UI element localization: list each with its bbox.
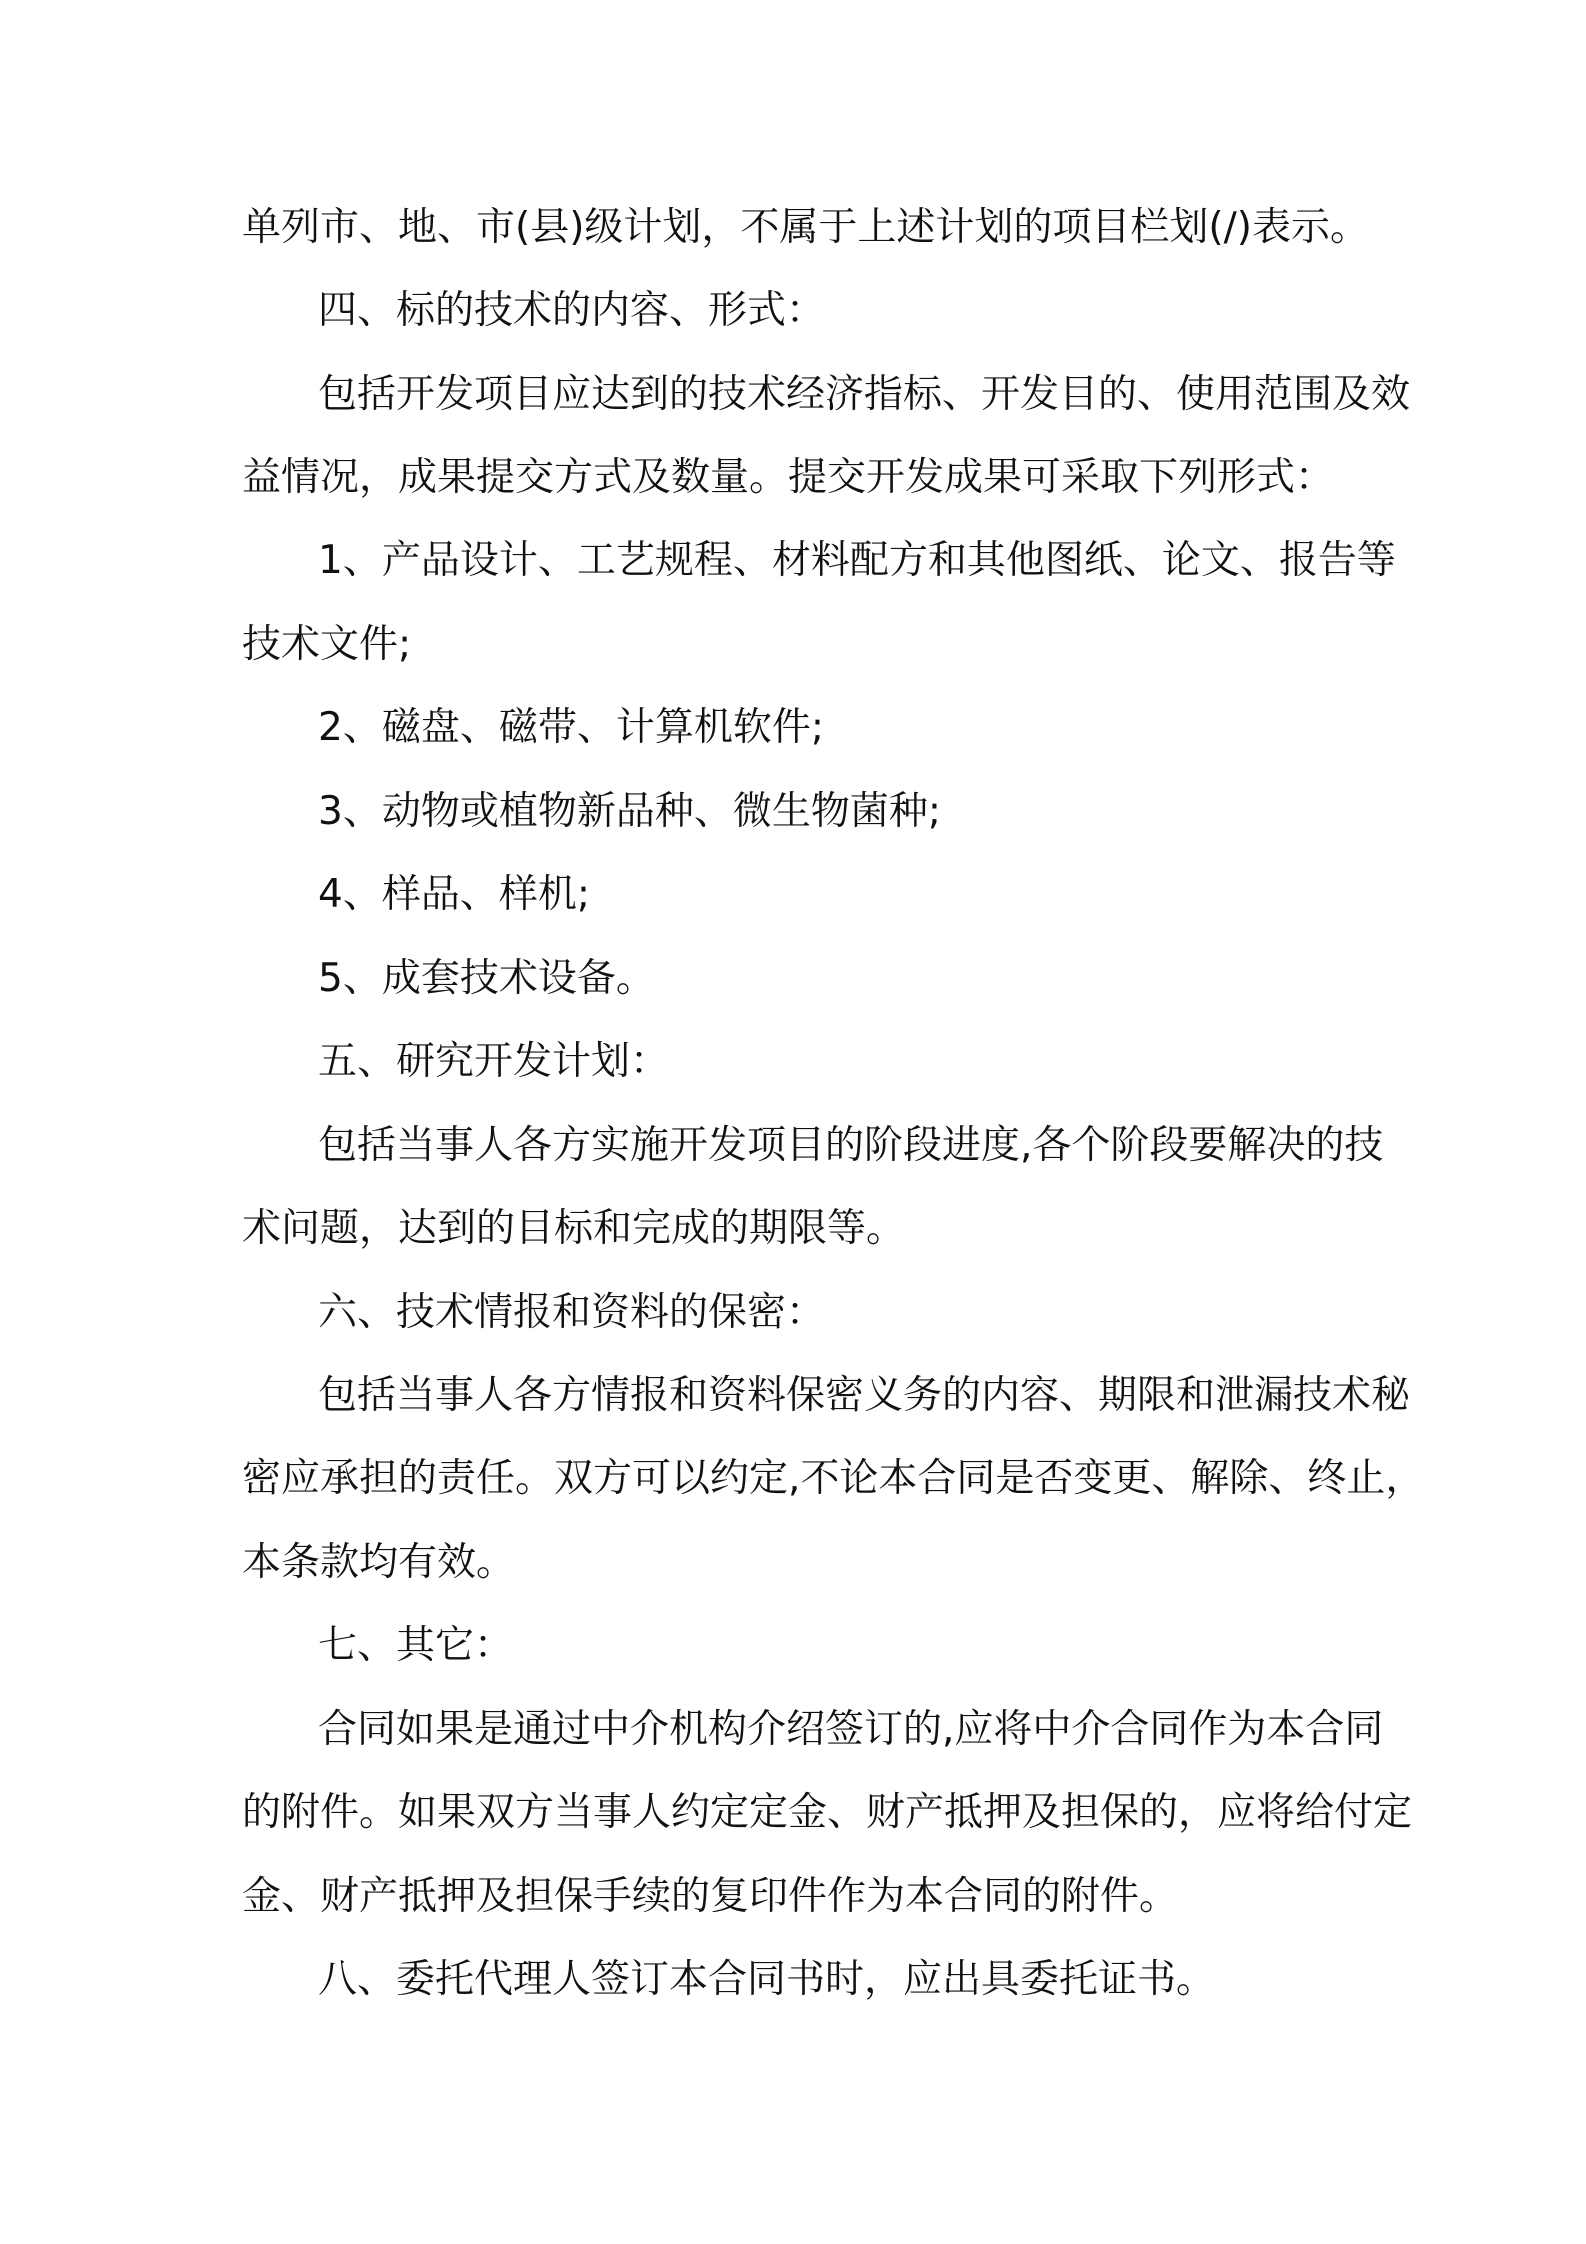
section-heading: 五、研究开发计划： [318, 1039, 670, 1084]
text-line: 包括当事人各方实施开发项目的阶段进度,各个阶段要解决的技 [318, 1123, 1384, 1168]
text-line: 合同如果是通过中介机构介绍签订的,应将中介合同作为本合同 [318, 1707, 1384, 1752]
text-line: 金、财产抵押及担保手续的复印件作为本合同的附件。 [242, 1874, 1179, 1919]
section-heading: 六、技术情报和资料的保密： [318, 1290, 826, 1335]
text-line: 包括当事人各方情报和资料保密义务的内容、期限和泄漏技术秘 [318, 1373, 1411, 1418]
section-heading: 七、其它： [318, 1623, 514, 1668]
list-item: 3、动物或植物新品种、微生物菌种; [318, 789, 941, 834]
text-line: 技术文件; [242, 622, 412, 667]
list-item: 4、样品、样机; [318, 872, 590, 917]
list-item: 2、磁盘、磁带、计算机软件; [318, 705, 824, 750]
text-line: 包括开发项目应达到的技术经济指标、开发目的、使用范围及效 [318, 372, 1411, 417]
text-line: 密应承担的责任。双方可以约定,不论本合同是否变更、解除、终止， [242, 1456, 1425, 1501]
section-heading: 八、委托代理人签订本合同书时，应出具委托证书。 [318, 1957, 1216, 2002]
text-line: 单列市、地、市(县)级计划，不属于上述计划的项目栏划(/)表示。 [242, 205, 1370, 250]
text-line: 术问题，达到的目标和完成的期限等。 [242, 1206, 906, 1251]
list-item: 1、产品设计、工艺规程、材料配方和其他图纸、论文、报告等 [318, 538, 1396, 583]
text-line: 本条款均有效。 [242, 1540, 516, 1585]
section-heading: 四、标的技术的内容、形式： [318, 288, 826, 333]
list-item: 5、成套技术设备。 [318, 956, 655, 1001]
text-line: 的附件。如果双方当事人约定定金、财产抵押及担保的，应将给付定 [242, 1790, 1413, 1835]
text-line: 益情况，成果提交方式及数量。提交开发成果可采取下列形式： [242, 455, 1335, 500]
